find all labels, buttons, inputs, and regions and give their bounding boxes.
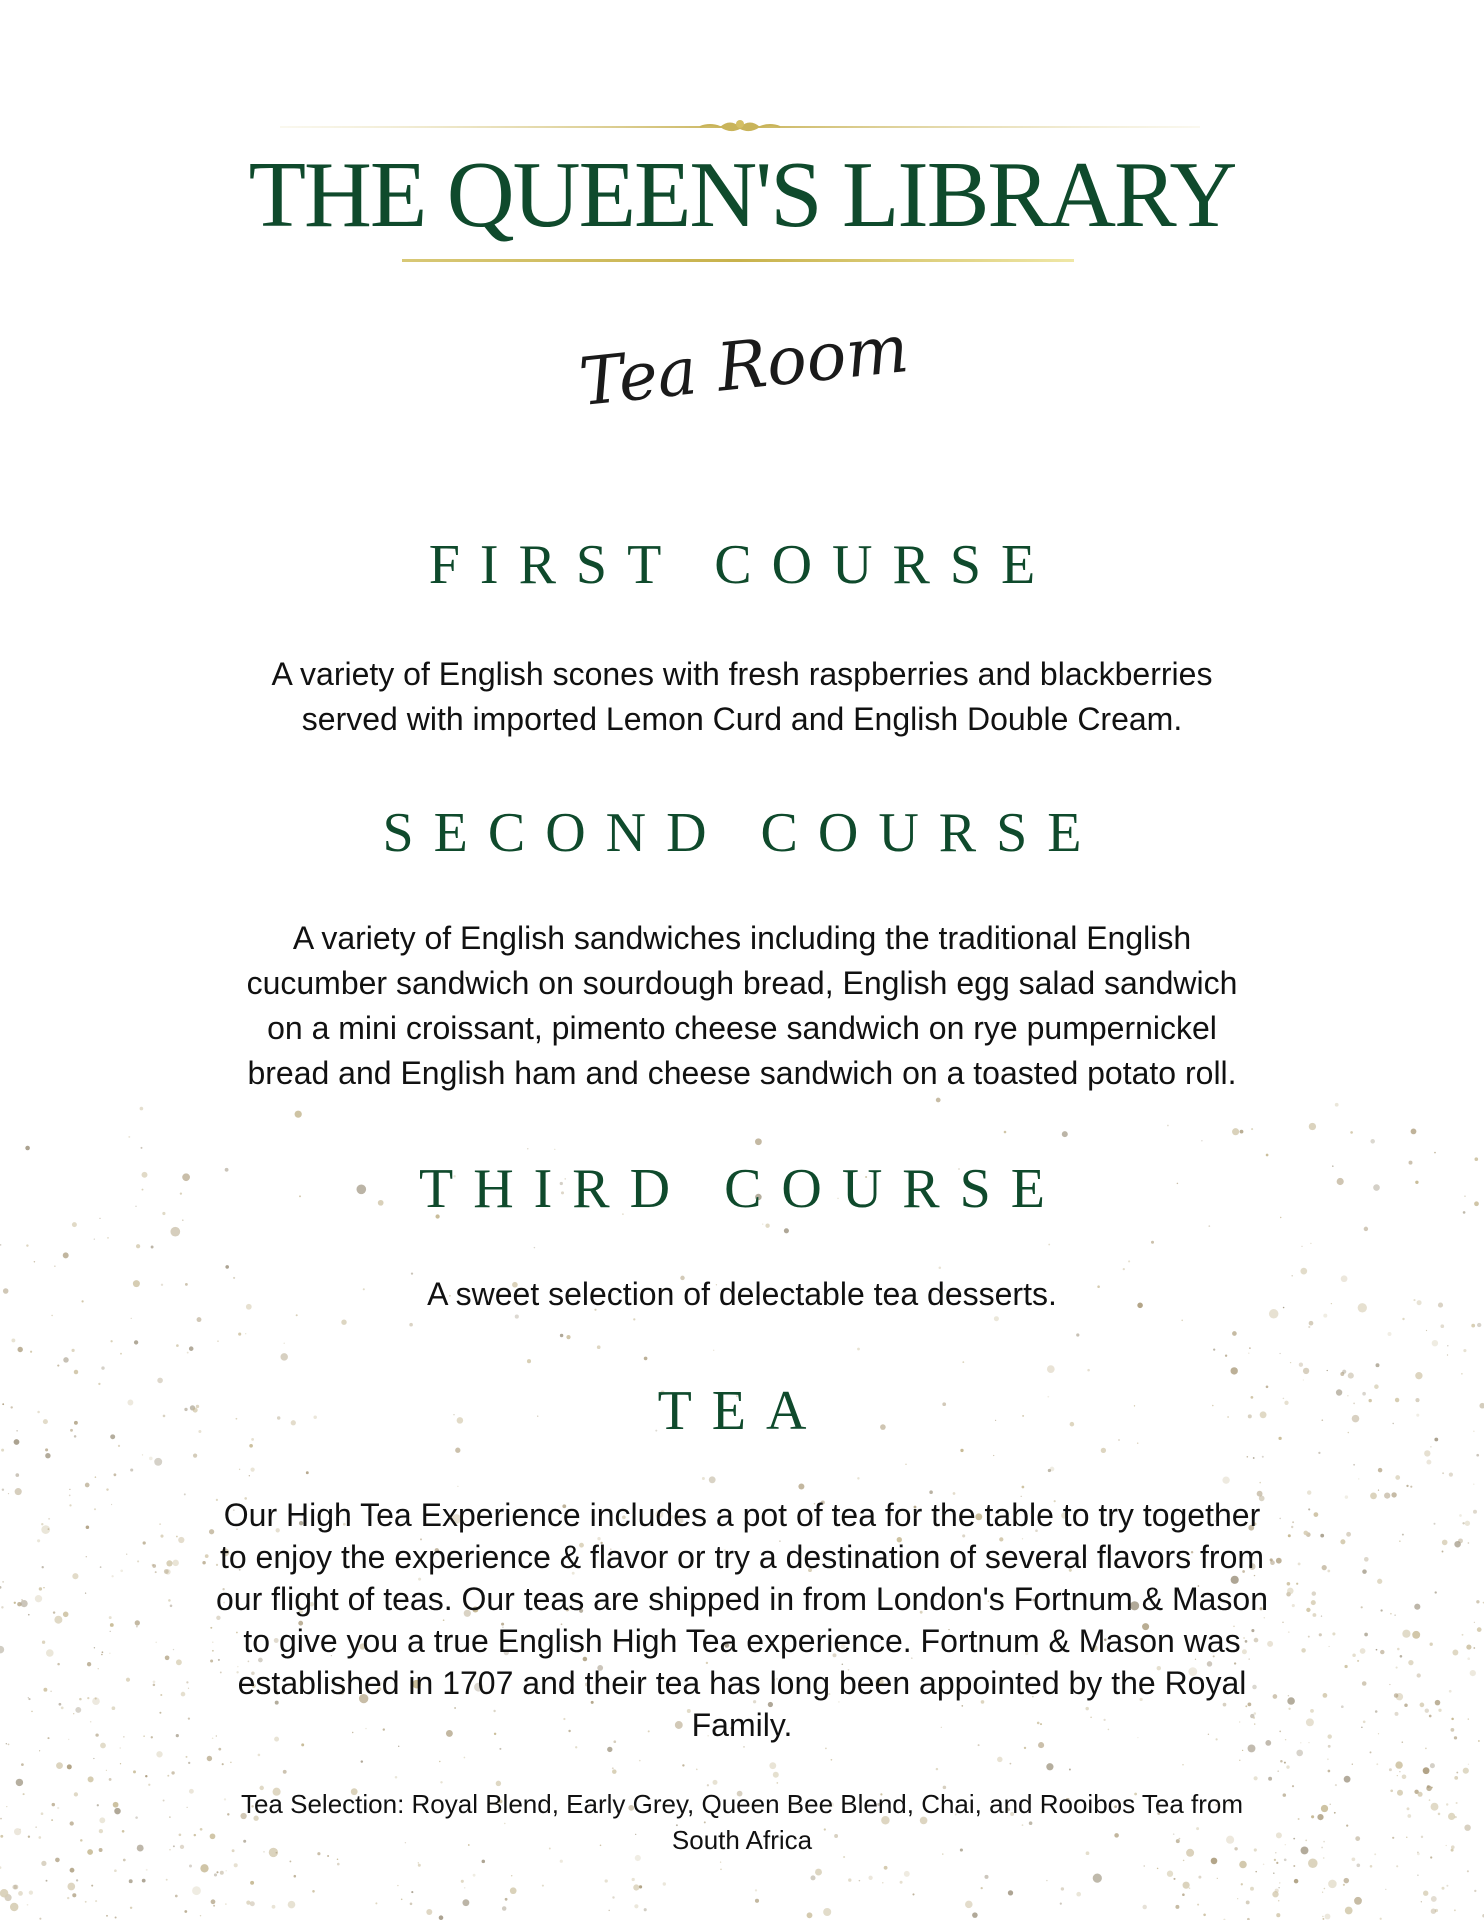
second-course-description [170,916,1314,1096]
tea-room-subtitle: Tea Room [575,310,913,422]
top-ornament-icon [280,116,1200,138]
second-course-line: cucumber sandwich on sourdough bread, English egg salad sandwich [246,965,1238,1001]
tea-room-script [575,296,913,436]
second-course-line: A variety of English sandwiches including the traditional English [292,920,1192,956]
tea-selection-line: Tea Selection: Royal Blend, Early Grey, Queen Bee Blend, Chai, and Rooibos Tea from [240,1789,1244,1819]
tea-line: to give you a true English High Tea experience. Fortnum & Mason was [243,1623,1241,1659]
third-course-description [170,1272,1314,1317]
second-course-heading: SECOND COURSE [382,802,1102,864]
tea-heading: TEA [657,1380,827,1442]
third-course-line: A sweet selection of delectable tea desserts. [427,1276,1057,1312]
tea-selection [170,1786,1314,1858]
second-course-line: on a mini croissant, pimento cheese sandwich on rye pumpernickel [267,1010,1217,1046]
first-course-description [170,652,1314,742]
page-title: THE QUEEN'S LIBRARY [248,143,1236,247]
tea-line: established in 1707 and their tea has long been appointed by the Royal [237,1665,1247,1701]
title-underline [402,259,1074,262]
second-course-line: bread and English ham and cheese sandwich on a toasted potato roll. [247,1055,1237,1091]
tea-line: Family. [691,1707,793,1743]
tea-selection-line: South Africa [671,1825,813,1855]
tea-line: our flight of teas. Our teas are shipped in from London's Fortnum & Mason [216,1581,1268,1617]
first-course-line: A variety of English scones with fresh raspberries and blackberries [271,656,1213,692]
tea-description [170,1494,1314,1746]
first-course-line: served with imported Lemon Curd and English Double Cream. [301,701,1183,737]
tea-line: to enjoy the experience & flavor or try a destination of several flavors from [219,1539,1265,1575]
third-course-heading: THIRD COURSE [418,1158,1066,1220]
first-course-heading: FIRST COURSE [428,534,1056,596]
tea-line: Our High Tea Experience includes a pot of tea for the table to try together [223,1497,1261,1533]
